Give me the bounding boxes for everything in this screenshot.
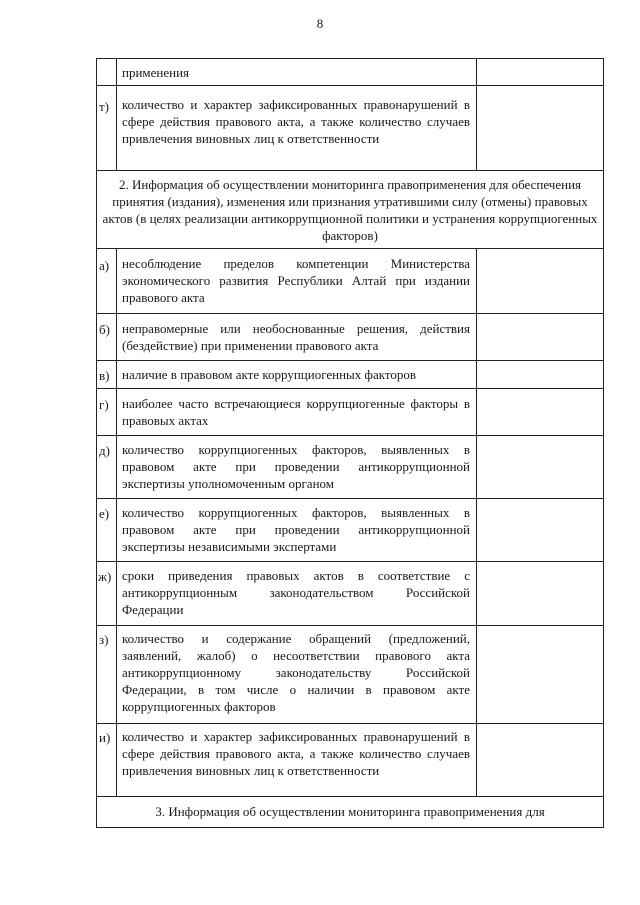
column-divider <box>116 58 117 170</box>
criterion-text: несоблюдение пределов компетенции Министерства экономического развития Республики Алтай при издании правового акта <box>122 256 470 305</box>
criterion-text: наличие в правовом акте коррупциогенных факторов <box>122 367 417 382</box>
criterion-text: количество и характер зафиксированных правонарушений в сфере действия правового акта, а также количество случаев привлечения виновных лиц к ответственности <box>122 729 470 778</box>
item-letter: е) <box>99 506 110 521</box>
criterion-text: применения <box>122 65 190 80</box>
criterion-text: сроки приведения правовых актов в соответствие с антикоррупционным законодательством Российской Федерации <box>122 568 470 617</box>
item-letter: з) <box>99 632 109 647</box>
page-number: 8 <box>316 16 324 31</box>
item-letter: и) <box>99 730 111 745</box>
monitoring-table <box>96 58 604 828</box>
row-divider <box>96 796 604 797</box>
row-divider <box>96 625 604 626</box>
item-letter: т) <box>99 99 110 114</box>
item-letter: ж) <box>98 569 112 584</box>
row-divider <box>96 827 604 828</box>
row-divider <box>96 170 604 171</box>
column-divider <box>476 248 477 796</box>
item-letter: г) <box>99 397 109 412</box>
table-border-right <box>603 58 604 828</box>
column-divider <box>476 58 477 170</box>
row-divider <box>96 498 604 499</box>
row-divider <box>96 248 604 249</box>
table-border-left <box>96 58 97 828</box>
criterion-text: количество и характер зафиксированных правонарушений в сфере действия правового акта, а также количество случаев привлечения виновных лиц к ответственности <box>122 97 470 146</box>
item-letter: в) <box>99 368 110 383</box>
item-letter: д) <box>99 443 110 458</box>
item-letter: б) <box>99 322 110 337</box>
criterion-text: наиболее часто встречающиеся коррупциогенные факторы в правовых актах <box>122 396 470 428</box>
section-2-title: 2. Информация об осуществлении мониторинга правоприменения для обеспечения принятия (издания), изменения или признания утратившими силу (отмены) правовых актов (в целях реализации антикоррупционной политики и устранения коррупциогенных факторов) <box>102 177 598 243</box>
section-3-title: 3. Информация об осуществлении мониторинга правоприменения для <box>155 804 545 819</box>
criterion-text: неправомерные или необоснованные решения, действия (бездействие) при применении правового акта <box>122 321 470 353</box>
row-divider <box>96 723 604 724</box>
criterion-text: количество и содержание обращений (предложений, заявлений, жалоб) о несоответствии правового акта антикоррупционному законодательству Российской Федерации, в том числе о наличии в правовом акте коррупциогенных факторов <box>122 631 470 714</box>
column-divider <box>116 248 117 796</box>
row-divider <box>96 561 604 562</box>
row-divider <box>96 360 604 361</box>
criterion-text: количество коррупциогенных факторов, выявленных в правовом акте при проведении антикоррупционной экспертизы уполномоченным органом <box>122 442 470 491</box>
item-letter: а) <box>99 258 110 273</box>
row-divider <box>96 435 604 436</box>
row-divider <box>96 58 604 59</box>
criterion-text: количество коррупциогенных факторов, выявленных в правовом акте при проведении антикоррупционной экспертизы независимыми экспертами <box>122 505 470 554</box>
row-divider <box>96 85 604 86</box>
row-divider <box>96 313 604 314</box>
row-divider <box>96 388 604 389</box>
